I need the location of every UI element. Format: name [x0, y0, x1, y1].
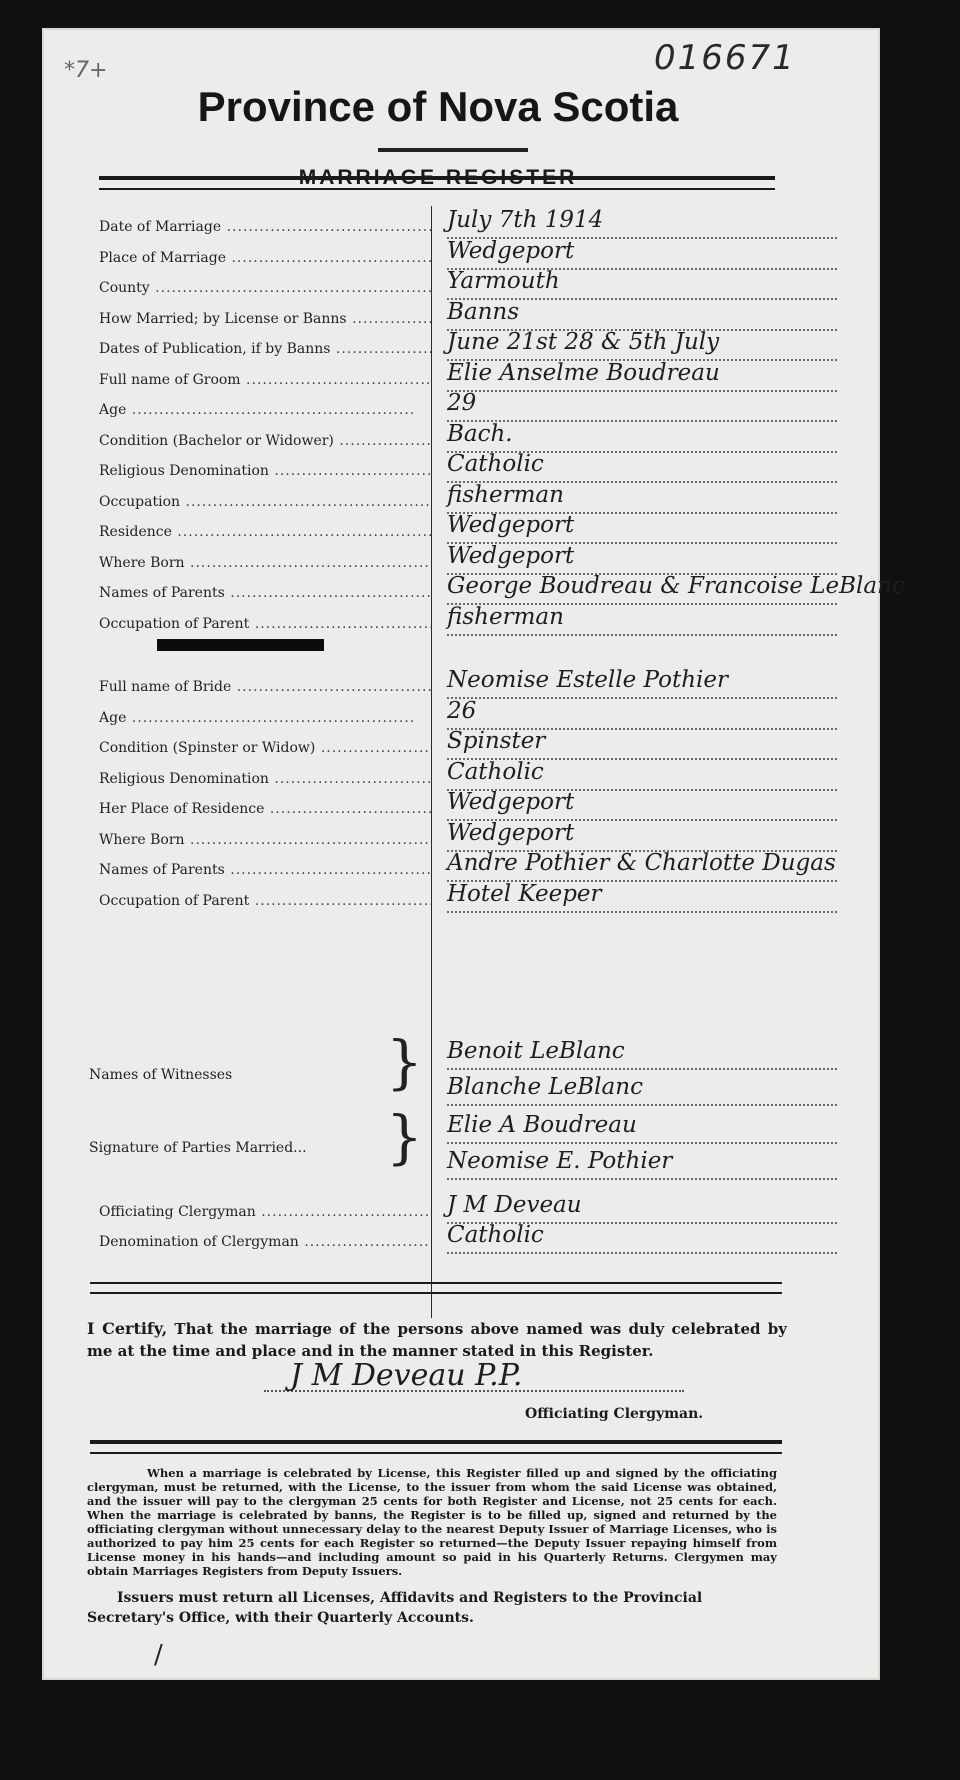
field-label: Condition (Spinster or Widow) ..... — [99, 740, 431, 756]
certification-text — [87, 1318, 787, 1362]
field-label: Occupation ..... — [99, 494, 431, 510]
value-line — [447, 1142, 837, 1144]
field-label: Names of Parents ..... — [99, 585, 431, 601]
field-value: Spinster — [447, 728, 546, 754]
parties-label: Signature of Parties Married... — [89, 1140, 307, 1156]
field-label: Condition (Bachelor or Widower) ..... — [99, 433, 431, 449]
field-label: Place of Marriage ..... — [99, 250, 431, 266]
document-title: Province of Nova Scotia — [197, 83, 679, 130]
title-rule — [378, 148, 528, 152]
document-subtitle: MARRIAGE REGISTER — [298, 166, 578, 189]
field-value: Wedgeport — [447, 542, 575, 569]
witness-row — [99, 1038, 869, 1074]
field-value: Andre Pothier & Charlotte Dugas — [447, 850, 836, 876]
field-label: Denomination of Clergyman ..... — [99, 1234, 431, 1250]
value-line — [447, 634, 837, 636]
value-line — [447, 1104, 837, 1106]
field-label: Where Born ..... — [99, 832, 431, 848]
field-label: Her Place of Residence ..... — [99, 801, 431, 817]
corner-mark: *7+ — [64, 58, 108, 83]
field-label: Occupation of Parent ..... — [99, 893, 431, 909]
field-value: Catholic — [447, 451, 544, 477]
field-label: Age ..... — [99, 710, 431, 726]
field-value: Wedgeport — [447, 237, 575, 264]
field-value: Yarmouth — [447, 268, 560, 294]
clergyman-signature: J M Deveau P.P. — [290, 1358, 523, 1393]
field-value: June 21st 28 & 5th July — [447, 329, 720, 355]
field-value: Banns — [447, 298, 520, 325]
value-line — [447, 1252, 837, 1254]
field-value: Catholic — [447, 1222, 544, 1248]
witnesses-brace: } — [386, 1028, 423, 1096]
instructions-text: When a marriage is celebrated by License, this Register filled up and signed by the officiating clergyman, must be returned, with the License, to the issuer from whom the said License was obtained, and the issuer will pay to the clergyman 25 cents for both Register and License, not 25 cents for each. When the marriage is celebrated by banns, the Register is to be filled up, signed and returned by the officiating clergyman without unnecessary delay to the nearest Deputy Issuer of Marriage Licenses, who is authorized to pay him 25 cents for each Register so returned—the Deputy Issuer repaying himself from License money in his hands—and including amount so paid in his Quarterly Returns. Clergymen may obtain Marriages Registers from Deputy Issuers. — [87, 1466, 777, 1578]
field-label: Religious Denomination ..... — [99, 463, 431, 479]
field-value: Wedgeport — [447, 512, 575, 538]
field-value: fisherman — [447, 481, 564, 508]
witness-value: Benoit LeBlanc — [447, 1038, 625, 1064]
value-line — [447, 1068, 837, 1070]
certify-rule — [90, 1282, 782, 1294]
field-label: Full name of Groom ..... — [99, 372, 431, 388]
field-label: Occupation of Parent ..... — [99, 616, 431, 632]
certify-lead: I Certify, — [87, 1319, 168, 1338]
field-value: Neomise Estelle Pothier — [447, 667, 728, 693]
field-value: J M Deveau — [447, 1192, 582, 1218]
field-label: Age ..... — [99, 402, 431, 418]
signature-caption: Officiating Clergyman. — [525, 1406, 704, 1422]
field-value: Hotel Keeper — [447, 880, 602, 907]
section-divider-bar — [157, 639, 324, 651]
tick-mark: / — [154, 1640, 163, 1670]
field-value: Elie Anselme Boudreau — [447, 359, 720, 386]
clergy-row — [99, 1222, 869, 1258]
field-value: Wedgeport — [447, 789, 575, 815]
register-field-row — [99, 603, 869, 640]
field-value: Catholic — [447, 758, 544, 785]
field-value: fisherman — [447, 603, 564, 630]
field-value: Wedgeport — [447, 819, 575, 846]
field-label: Religious Denomination ..... — [99, 771, 431, 787]
header-double-rule — [99, 176, 775, 190]
field-label: Date of Marriage ..... — [99, 219, 431, 235]
field-label: Full name of Bride ..... — [99, 679, 431, 695]
field-value: George Boudreau & Francoise LeBlanc — [447, 573, 905, 599]
footer-rule — [90, 1440, 782, 1454]
witnesses-label: Names of Witnesses — [89, 1067, 233, 1083]
field-value: 29 — [447, 390, 477, 416]
party-value: Elie A Boudreau — [447, 1112, 637, 1138]
field-label: Where Born ..... — [99, 555, 431, 571]
field-value: July 7th 1914 — [447, 207, 604, 233]
value-line — [447, 1178, 837, 1180]
field-label: County ..... — [99, 280, 431, 296]
register-page — [42, 28, 905, 1680]
field-value: 26 — [447, 697, 477, 724]
witness-value: Blanche LeBlanc — [447, 1074, 643, 1100]
field-label: Residence ..... — [99, 524, 431, 540]
party-value: Neomise E. Pothier — [447, 1148, 673, 1174]
field-value: Bach. — [447, 420, 513, 447]
field-label: How Married; by License or Banns ..... — [99, 311, 431, 327]
field-label: Names of Parents ..... — [99, 862, 431, 878]
reference-number: 016671 — [654, 38, 796, 78]
party-row — [99, 1148, 869, 1184]
party-row — [99, 1112, 869, 1148]
value-line — [447, 911, 837, 913]
certify-body: That the marriage of the persons above named was duly celebrated by me at the time and place and in the manner stated in this Register. — [87, 1320, 787, 1360]
field-label: Officiating Clergyman ..... — [99, 1204, 431, 1220]
field-label: Dates of Publication, if by Banns ..... — [99, 341, 431, 357]
issuers-note: Issuers must return all Licenses, Affidavits and Registers to the Provincial Secretary's Office, with their Quarterly Accounts. — [87, 1590, 703, 1626]
register-field-row — [99, 880, 869, 917]
parties-brace: } — [386, 1103, 423, 1171]
